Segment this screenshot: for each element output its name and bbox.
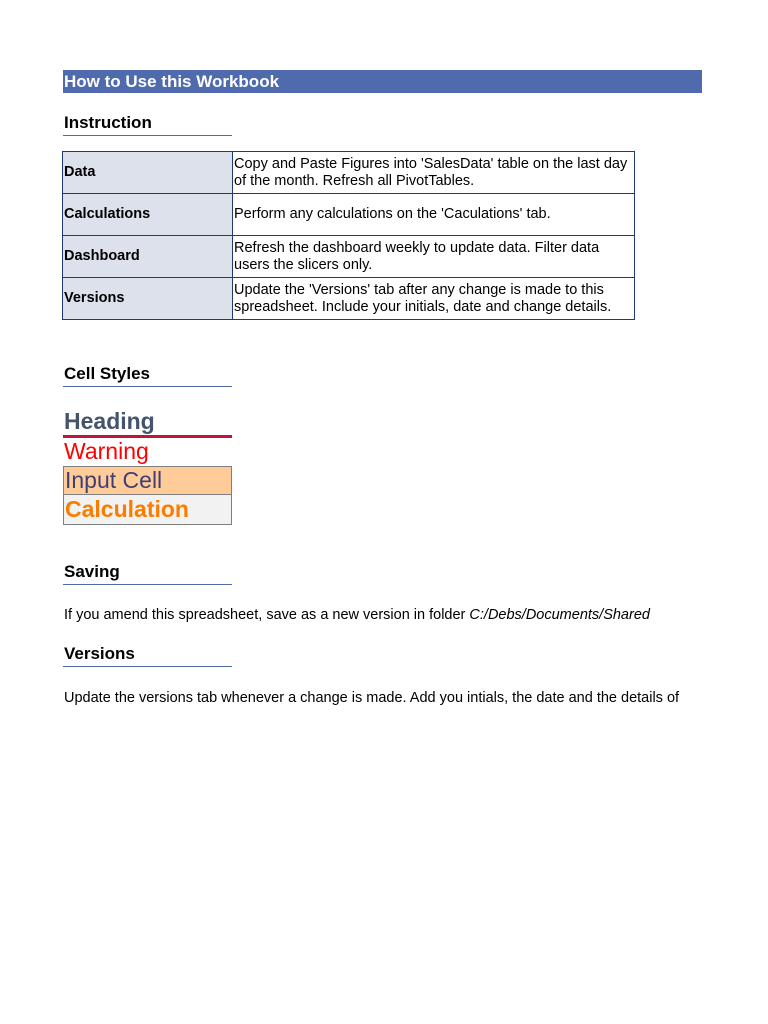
row-key-versions: Versions	[63, 278, 233, 320]
saving-folder-path: C:/Debs/Documents/Shared	[469, 607, 650, 623]
table-row	[63, 236, 635, 278]
instruction-table	[62, 151, 635, 320]
row-key-dashboard: Dashboard	[63, 236, 233, 278]
versions-heading: Versions	[63, 644, 232, 667]
workbook-title: How to Use this Workbook	[63, 70, 702, 93]
saving-text: If you amend this spreadsheet, save as a new version in folder	[64, 607, 470, 623]
row-text-dashboard: Refresh the dashboard weekly to update data. Filter data users the slicers only.	[233, 236, 635, 278]
row-text-data: Copy and Paste Figures into 'SalesData' table on the last day of the month. Refresh all PivotTables.	[233, 152, 635, 194]
row-text-versions: Update the 'Versions' tab after any change is made to this spreadsheet. Include your initials, date and change details.	[233, 278, 635, 320]
table-row	[63, 278, 635, 320]
calculation-style-sample: Calculation	[63, 495, 232, 525]
table-row	[63, 194, 635, 236]
row-text-calculations: Perform any calculations on the 'Caculations' tab.	[233, 194, 635, 236]
instruction-heading: Instruction	[63, 113, 232, 136]
row-key-calculations: Calculations	[63, 194, 233, 236]
saving-paragraph	[64, 606, 704, 624]
versions-paragraph: Update the versions tab whenever a change is made. Add you intials, the date and the details of	[64, 690, 680, 706]
row-key-data: Data	[63, 152, 233, 194]
input-cell-style-sample: Input Cell	[63, 466, 232, 495]
cell-styles-heading: Cell Styles	[63, 364, 232, 387]
saving-heading: Saving	[63, 562, 232, 585]
warning-style-sample: Warning	[64, 438, 149, 464]
heading-style-sample: Heading	[63, 408, 232, 438]
table-row	[63, 152, 635, 194]
